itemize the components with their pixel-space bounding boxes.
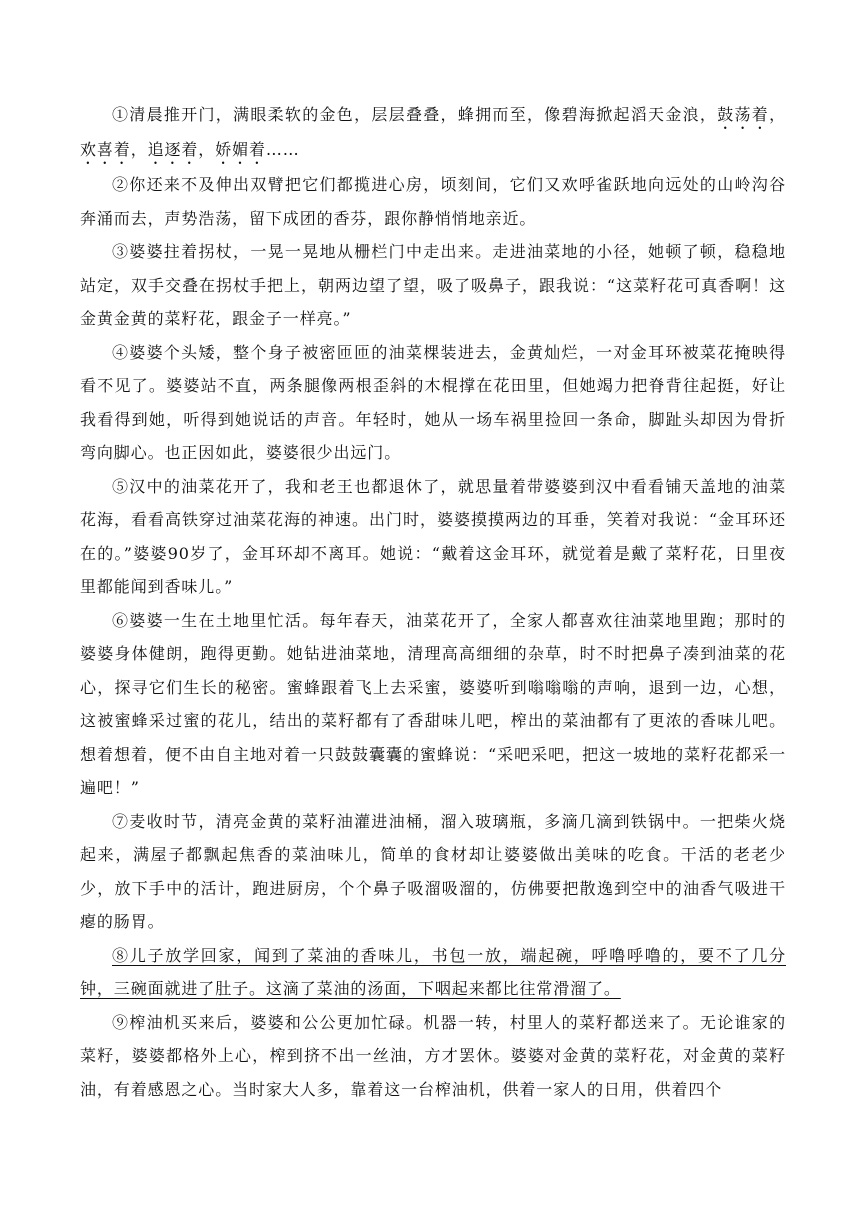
article-body <box>80 98 786 1106</box>
paragraph-8-underlined <box>80 939 786 1006</box>
paragraph-7: ⑦麦收时节，清亮金黄的菜籽油灌进油桶，溜入玻璃瓶，多滴几滴到铁锅中。一把柴火烧起来，满屋子都飘起焦香的菜油味儿，简单的食材却让婆婆做出美味的吃食。干活的老老少少，放下手中的活计，跑进厨房，个个鼻子吸溜吸溜的，仿佛要把散逸到空中的油香气吸进干瘪的肠胃。 <box>80 811 786 931</box>
paragraph-5: ⑤汉中的油菜花开了，我和老王也都退休了，就思量着带婆婆到汉中看看铺天盖地的油菜花海，看看高铁穿过油菜花海的神速。出门时，婆婆摸摸两边的耳垂，笑着对我说：“金耳环还在的。”婆婆90岁了，金耳环却不离耳。她说：“戴着这金耳环，就觉着是戴了菜籽花，日里夜里都能闻到香味儿。” <box>80 476 786 596</box>
paragraph-2: ②你还来不及伸出双臂把它们都揽进心房，顷刻间，它们又欢呼雀跃地向远处的山岭沟谷奔涌而去，声势浩荡，留下成团的香芬，跟你静悄悄地亲近。 <box>80 175 786 228</box>
paragraph-1-dotted-phrase: 鼓荡着，欢喜着，追逐着，娇媚着 <box>80 105 786 159</box>
paragraph-8-text: ⑧儿子放学回家，闻到了菜油的香味儿，书包一放，端起碗，呼噜呼噜的，要不了几分钟，三碗面就进了肚子。这滴了菜油的汤面，下咽起来都比往常滑溜了。 <box>80 945 786 998</box>
paragraph-1-tail: …… <box>265 140 300 159</box>
paragraph-4: ④婆婆个头矮，整个身子被密匝匝的油菜棵装进去，金黄灿烂，一对金耳环被菜花掩映得看不见了。婆婆站不直，两条腿像两根歪斜的木棍撑在花田里，但她竭力把脊背往起挺，好让我看得到她，听得到她说话的声音。年轻时，她从一场车祸里捡回一条命，脚趾头却因为骨折弯向脚心。也正因如此，婆婆很少出远门。 <box>80 342 786 462</box>
paragraph-1-lead: ①清晨推开门，满眼柔软的金色，层层叠叠，蜂拥而至，像碧海掀起滔天金浪， <box>112 105 718 124</box>
paragraph-1 <box>80 98 786 168</box>
paragraph-3: ③婆婆拄着拐杖，一晃一晃地从栅栏门中走出来。走进油菜地的小径，她顿了顿，稳稳地站定，双手交叠在拐杖手把上，朝两边望了望，吸了吸鼻子，跟我说：“这菜籽花可真香啊！这金黄金黄的菜籽花，跟金子一样亮。” <box>80 242 786 328</box>
paragraph-6: ⑥婆婆一生在土地里忙活。每年春天，油菜花开了，全家人都喜欢往油菜地里跑；那时的婆婆身体健朗，跑得更勤。她钻进油菜地，清理高高细细的杂草，时不时把鼻子凑到油菜的花心，探寻它们生长的秘密。蜜蜂跟着飞上去采蜜，婆婆听到嗡嗡嗡的声响，退到一边，心想，这被蜜蜂采过蜜的花儿，结出的菜籽都有了香甜味儿吧，榨出的菜油都有了更浓的香味儿吧。想着想着，便不由自主地对着一只鼓鼓囊囊的蜜蜂说：“采吧采吧，把这一坡地的菜籽花都采一遍吧！” <box>80 610 786 797</box>
paragraph-9: ⑨榨油机买来后，婆婆和公公更加忙碌。机器一转，村里人的菜籽都送来了。无论谁家的菜籽，婆婆都格外上心，榨到挤不出一丝油，方才罢休。婆婆对金黄的菜籽花，对金黄的菜籽油，有着感恩之心。当时家大人多，靠着这一台榨油机，供着一家人的日用，供着四个 <box>80 1012 786 1099</box>
